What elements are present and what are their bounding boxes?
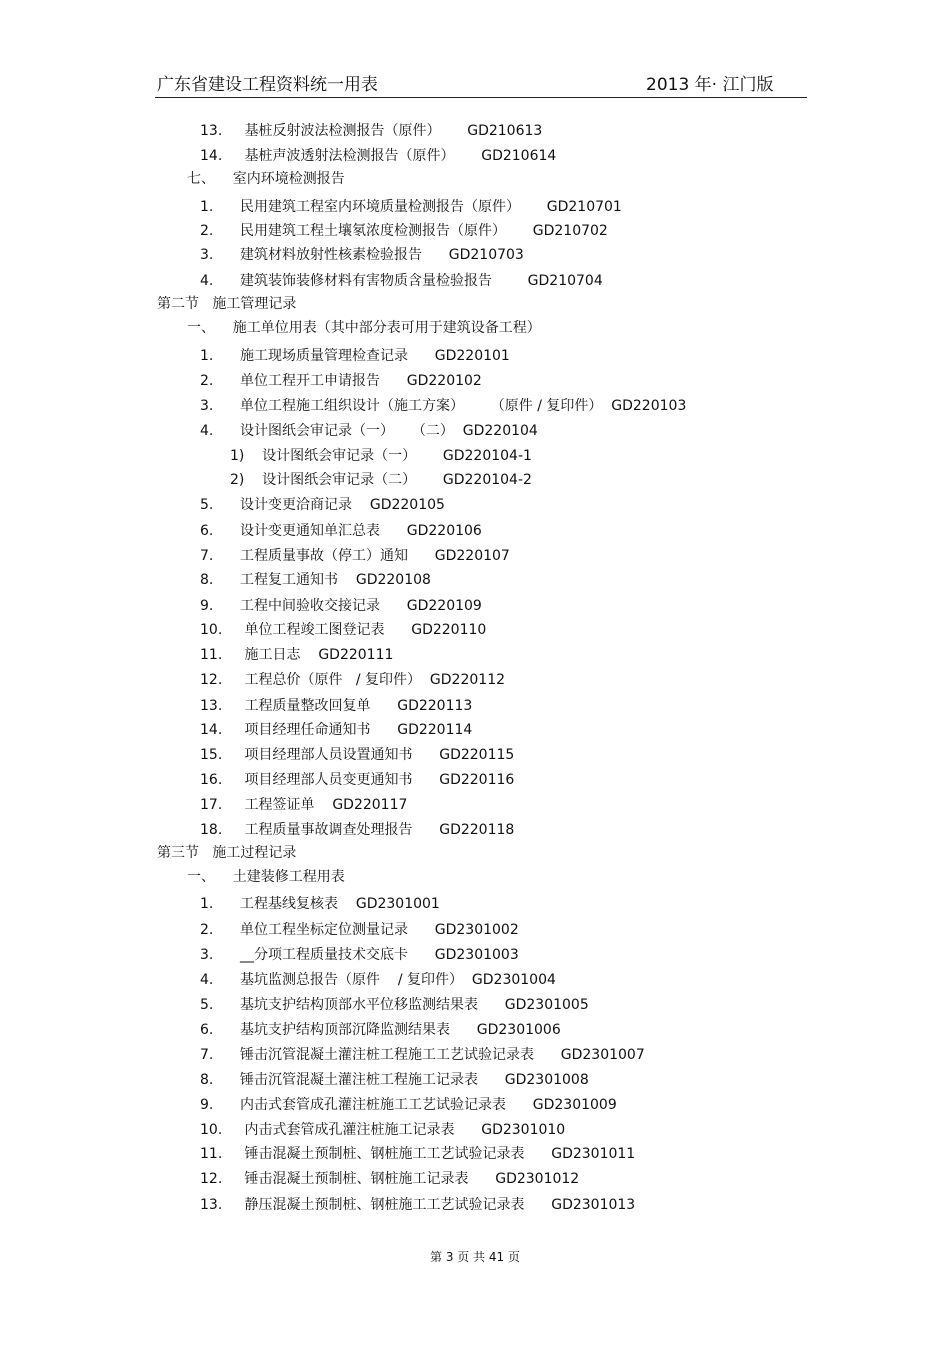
header-divider: [155, 97, 807, 98]
document-line: 11. 施工日志 GD220111: [200, 647, 394, 663]
document-line: 14. 基桩声波透射法检测报告（原件） GD210614: [200, 148, 557, 164]
document-line: 9. 内击式套管成孔灌注桩施工工艺试验记录表 GD2301009: [200, 1097, 617, 1113]
document-line: 7. 锤击沉管混凝土灌注桩工程施工工艺试验记录表 GD2301007: [200, 1047, 645, 1063]
document-line: 1) 设计图纸会审记录（一） GD220104-1: [230, 448, 532, 464]
document-line: 2. 单位工程开工申请报告 GD220102: [200, 373, 482, 389]
document-line: 8. 锤击沉管混凝土灌注桩工程施工记录表 GD2301008: [200, 1072, 589, 1088]
document-line: 11. 锤击混凝土预制桩、钢桩施工工艺试验记录表 GD2301011: [200, 1146, 636, 1162]
document-line: 17. 工程签证单 GD220117: [200, 797, 408, 813]
document-line: 8. 工程复工通知书 GD220108: [200, 572, 431, 588]
document-line: 9. 工程中间验收交接记录 GD220109: [200, 598, 482, 614]
document-line: 一、 土建装修工程用表: [187, 869, 345, 885]
document-line: 13. 基桩反射波法检测报告（原件） GD210613: [200, 123, 543, 139]
page-number: 第 3 页 共 41 页: [430, 1250, 520, 1264]
document-line: 4. 建筑装饰装修材料有害物质含量检验报告 GD210704: [200, 273, 603, 289]
document-line: 2. 民用建筑工程土壤氡浓度检测报告（原件） GD210702: [200, 223, 608, 239]
document-line: 6. 设计变更通知单汇总表 GD220106: [200, 523, 482, 539]
document-line: 3. 单位工程施工组织设计（施工方案） （原件 / 复印件） GD220103: [200, 398, 687, 414]
document-line: 3. 建筑材料放射性核素检验报告 GD210703: [200, 247, 524, 263]
document-line: 18. 工程质量事故调查处理报告 GD220118: [200, 822, 515, 838]
document-line: 15. 项目经理部人员设置通知书 GD220115: [200, 747, 515, 763]
document-line: 4. 设计图纸会审记录（一） （二） GD220104: [200, 423, 538, 439]
header-title: 广东省建设工程资料统一用表: [157, 75, 378, 95]
document-line: 13. 工程质量整改回复单 GD220113: [200, 698, 473, 714]
header-edition: 2013 年· 江门版: [646, 75, 774, 95]
document-line: 2. 单位工程坐标定位测量记录 GD2301002: [200, 922, 519, 938]
document-line: 七、 室内环境检测报告: [187, 171, 345, 187]
document-line: 3. __分项工程质量技术交底卡 GD2301003: [200, 947, 519, 963]
document-line: 5. 设计变更洽商记录 GD220105: [200, 497, 445, 513]
document-line: 第三节 施工过程记录: [157, 845, 297, 861]
document-line: 4. 基坑监测总报告（原件 / 复印件） GD2301004: [200, 972, 556, 988]
document-line: 16. 项目经理部人员变更通知书 GD220116: [200, 772, 515, 788]
document-line: 2) 设计图纸会审记录（二） GD220104-2: [230, 472, 532, 488]
document-line: 10. 单位工程竣工图登记表 GD220110: [200, 622, 487, 638]
document-line: 6. 基坑支护结构顶部沉降监测结果表 GD2301006: [200, 1022, 561, 1038]
document-line: 1. 民用建筑工程室内环境质量检测报告（原件） GD210701: [200, 199, 622, 215]
document-line: 5. 基坑支护结构顶部水平位移监测结果表 GD2301005: [200, 997, 589, 1013]
document-line: 1. 工程基线复核表 GD2301001: [200, 896, 440, 912]
document-line: 12. 工程总价（原件 / 复印件） GD220112: [200, 672, 506, 688]
document-line: 第二节 施工管理记录: [157, 296, 297, 312]
document-line: 1. 施工现场质量管理检查记录 GD220101: [200, 348, 510, 364]
document-line: 10. 内击式套管成孔灌注桩施工记录表 GD2301010: [200, 1122, 566, 1138]
document-line: 一、 施工单位用表（其中部分表可用于建筑设备工程）: [187, 320, 541, 336]
document-line: 13. 静压混凝土预制桩、钢桩施工工艺试验记录表 GD2301013: [200, 1197, 636, 1213]
document-line: 7. 工程质量事故（停工）通知 GD220107: [200, 548, 510, 564]
document-line: 14. 项目经理任命通知书 GD220114: [200, 722, 473, 738]
document-line: 12. 锤击混凝土预制桩、钢桩施工记录表 GD2301012: [200, 1171, 580, 1187]
